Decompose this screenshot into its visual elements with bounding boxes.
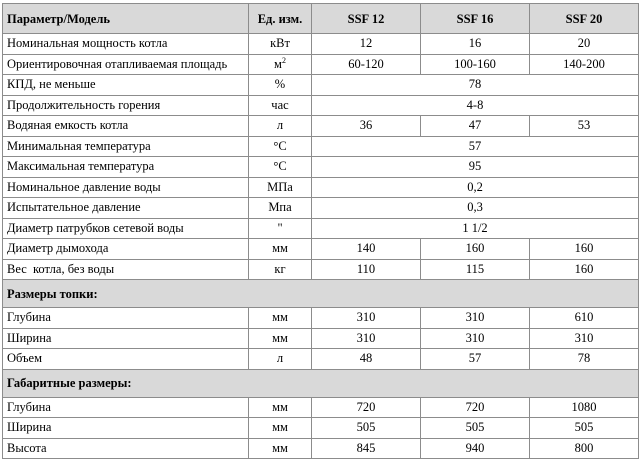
parameter-name: КПД, не меньше — [3, 75, 249, 96]
table-row — [3, 438, 639, 459]
table-row — [3, 418, 639, 439]
table-row — [3, 136, 639, 157]
unit-cell: л — [249, 116, 312, 137]
unit-cell: МПа — [249, 177, 312, 198]
value-cell: 12 — [312, 34, 421, 55]
header-model: SSF 20 — [530, 4, 639, 34]
value-cell: 310 — [421, 328, 530, 349]
parameter-name: Максимальная температура — [3, 157, 249, 178]
table-row — [3, 116, 639, 137]
unit-cell: мм — [249, 308, 312, 329]
table-row — [3, 177, 639, 198]
unit-cell: час — [249, 95, 312, 116]
value-cell: 110 — [312, 259, 421, 280]
unit-cell: Мпа — [249, 198, 312, 219]
parameter-name: Продолжительность горения — [3, 95, 249, 116]
table-row — [3, 259, 639, 280]
unit-cell: °С — [249, 157, 312, 178]
parameter-name: Испытательное давление — [3, 198, 249, 219]
section-header-row — [3, 280, 639, 308]
value-cell: 60-120 — [312, 54, 421, 75]
value-cell: 20 — [530, 34, 639, 55]
table-row — [3, 308, 639, 329]
shared-value-cell: 1 1/2 — [312, 218, 639, 239]
table-row — [3, 198, 639, 219]
unit-cell: мм — [249, 418, 312, 439]
unit-cell: °С — [249, 136, 312, 157]
table-row — [3, 349, 639, 370]
unit-text: м — [274, 56, 282, 71]
value-cell: 720 — [312, 397, 421, 418]
table-row — [3, 218, 639, 239]
value-cell: 610 — [530, 308, 639, 329]
unit-cell: " — [249, 218, 312, 239]
shared-value-cell: 0,3 — [312, 198, 639, 219]
value-cell: 310 — [530, 328, 639, 349]
unit-cell: мм — [249, 239, 312, 260]
parameter-name: Высота — [3, 438, 249, 459]
parameter-name: Глубина — [3, 308, 249, 329]
unit-cell: мм — [249, 328, 312, 349]
table-row — [3, 75, 639, 96]
unit-cell: л — [249, 349, 312, 370]
shared-value-cell: 95 — [312, 157, 639, 178]
parameter-name: Минимальная температура — [3, 136, 249, 157]
header-row — [3, 4, 639, 34]
unit-superscript: 2 — [281, 55, 286, 65]
value-cell: 845 — [312, 438, 421, 459]
table-row — [3, 34, 639, 55]
value-cell: 720 — [421, 397, 530, 418]
value-cell: 48 — [312, 349, 421, 370]
parameter-name: Водяная емкость котла — [3, 116, 249, 137]
value-cell: 140-200 — [530, 54, 639, 75]
value-cell: 310 — [312, 308, 421, 329]
value-cell: 1080 — [530, 397, 639, 418]
value-cell: 140 — [312, 239, 421, 260]
value-cell: 505 — [421, 418, 530, 439]
value-cell: 115 — [421, 259, 530, 280]
value-cell: 57 — [421, 349, 530, 370]
table-row — [3, 239, 639, 260]
value-cell: 78 — [530, 349, 639, 370]
section-header-row — [3, 369, 639, 397]
parameter-name: Ширина — [3, 418, 249, 439]
parameter-name: Вес котла, без воды — [3, 259, 249, 280]
parameter-name: Диаметр патрубков сетевой воды — [3, 218, 249, 239]
table-row — [3, 397, 639, 418]
value-cell: 36 — [312, 116, 421, 137]
header-model: SSF 12 — [312, 4, 421, 34]
unit-cell: % — [249, 75, 312, 96]
unit-cell: кг — [249, 259, 312, 280]
header-model: SSF 16 — [421, 4, 530, 34]
value-cell: 53 — [530, 116, 639, 137]
header-parameter: Параметр/Модель — [3, 4, 249, 34]
unit-cell: мм — [249, 438, 312, 459]
shared-value-cell: 78 — [312, 75, 639, 96]
shared-value-cell: 0,2 — [312, 177, 639, 198]
section-title: Габаритные размеры: — [3, 369, 639, 397]
parameter-name: Глубина — [3, 397, 249, 418]
table-row — [3, 54, 639, 75]
value-cell: 940 — [421, 438, 530, 459]
shared-value-cell: 57 — [312, 136, 639, 157]
parameter-name: Диаметр дымохода — [3, 239, 249, 260]
value-cell: 505 — [530, 418, 639, 439]
value-cell: 160 — [530, 259, 639, 280]
value-cell: 160 — [530, 239, 639, 260]
parameter-name: Объем — [3, 349, 249, 370]
parameter-name: Ширина — [3, 328, 249, 349]
value-cell: 160 — [421, 239, 530, 260]
parameter-name: Номинальная мощность котла — [3, 34, 249, 55]
value-cell: 47 — [421, 116, 530, 137]
parameter-name: Ориентировочная отапливаемая площадь — [3, 54, 249, 75]
value-cell: 505 — [312, 418, 421, 439]
specifications-table — [2, 3, 639, 459]
value-cell: 100-160 — [421, 54, 530, 75]
header-unit: Ед. изм. — [249, 4, 312, 34]
value-cell: 800 — [530, 438, 639, 459]
section-title: Размеры топки: — [3, 280, 639, 308]
value-cell: 310 — [312, 328, 421, 349]
table-row — [3, 157, 639, 178]
unit-cell — [249, 54, 312, 75]
value-cell: 16 — [421, 34, 530, 55]
unit-cell: кВт — [249, 34, 312, 55]
shared-value-cell: 4-8 — [312, 95, 639, 116]
table-row — [3, 328, 639, 349]
value-cell: 310 — [421, 308, 530, 329]
unit-cell: мм — [249, 397, 312, 418]
table-row — [3, 95, 639, 116]
parameter-name: Номинальное давление воды — [3, 177, 249, 198]
